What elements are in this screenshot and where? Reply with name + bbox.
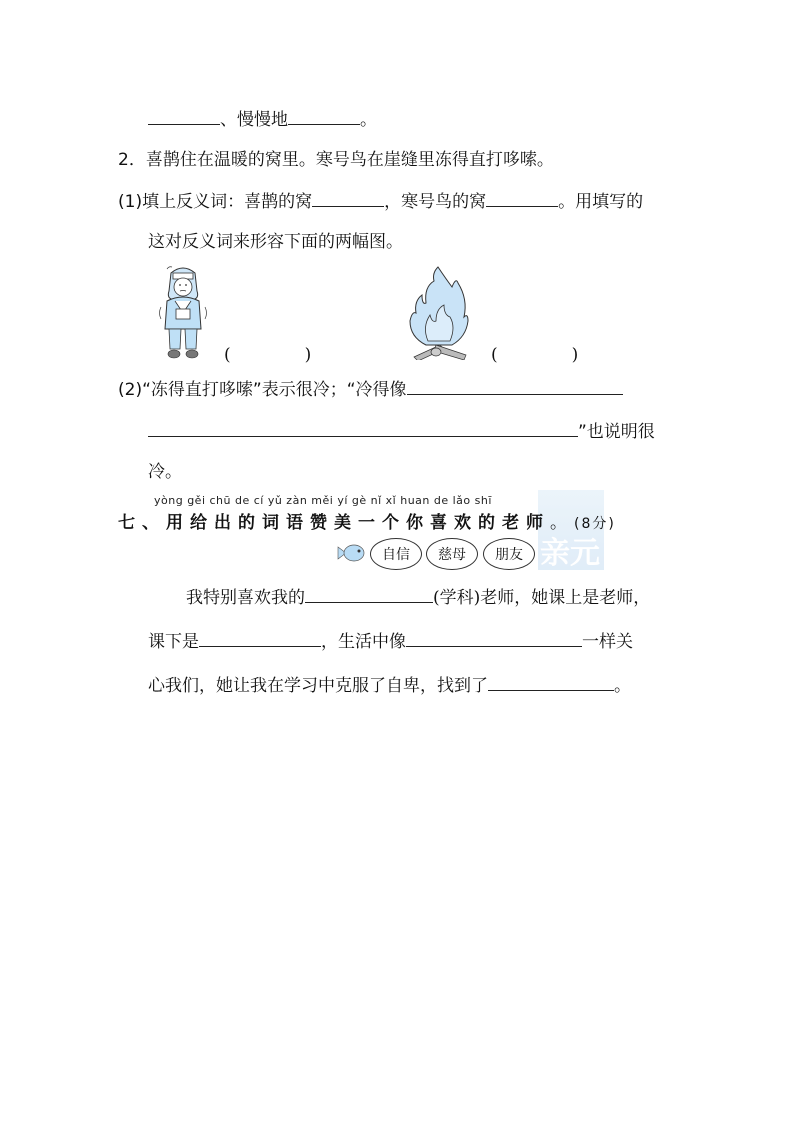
fire-icon (406, 265, 476, 360)
question-2-sub1-line2: 这对反义词来形容下面的两幅图。 (148, 232, 403, 252)
shivering-person-image (155, 263, 211, 361)
question-title: 用给出的词语赞美一个你喜欢的老师 (166, 513, 550, 533)
word-bank-item-loving-mother: 慈母 (426, 538, 478, 570)
campfire-image (406, 265, 476, 360)
score-label: (8分) (574, 516, 616, 532)
answer-paren-warm[interactable]: ( ) (491, 345, 579, 365)
fish-icon (336, 541, 366, 565)
question-2-stem (118, 150, 554, 170)
separator: 、 (220, 110, 237, 130)
answer-blank[interactable] (148, 108, 220, 125)
question-number: 七、 (118, 513, 166, 533)
question-number: 2． (118, 150, 146, 170)
question-7-heading: 七、用给出的词语赞美一个你喜欢的老师。(8分) (118, 513, 616, 533)
question-2-sub2: (2)“冻得直打哆嗦”表示很冷；“冷得像 (118, 378, 623, 400)
top-line: 、慢慢地 。 (148, 108, 377, 130)
answer-paren-cold[interactable]: ( ) (224, 345, 312, 365)
answer-blank-like[interactable] (406, 630, 582, 647)
answer-blank-bird-nest[interactable] (486, 190, 558, 207)
question-text: 喜鹊住在温暖的窝里。寒号鸟在崖缝里冻得直打哆嗦。 (145, 150, 554, 170)
answer-blank-simile-1[interactable] (407, 378, 623, 395)
answer-blank-magpie-nest[interactable] (312, 190, 384, 207)
answer-blank-found[interactable] (488, 674, 614, 691)
question-2-sub2-line2: ”也说明很 (148, 420, 655, 442)
paragraph-line-2: 课下是 ，生活中像 一样关 (148, 632, 633, 652)
question-2-sub2-line3: 冷。 (148, 462, 182, 482)
word-bank-fish-icon (336, 541, 366, 569)
paragraph-line-3: 心我们，她让我在学习中克服了自卑，找到了 。 (148, 676, 631, 696)
answer-blank[interactable] (288, 108, 360, 125)
question-7-pinyin: yòng gěi chū de cí yǔ zàn měi yí gè nǐ xǐ huan de lǎo shī (154, 494, 492, 507)
question-2-sub1: (1)填上反义词：喜鹊的窝 ，寒号鸟的窝 。用填写的 (118, 192, 644, 212)
watermark: 亲元 (538, 490, 604, 570)
shivering-person-icon (155, 263, 211, 361)
answer-blank-subject[interactable] (305, 586, 433, 603)
word-bank-item-confident: 自信 (370, 538, 422, 570)
answer-blank-after-class[interactable] (199, 630, 321, 647)
paragraph-line-1: 我特别喜欢我的 (学科)老师，她课上是老师， (186, 588, 651, 608)
answer-blank-simile-2[interactable] (148, 420, 578, 437)
word-bank-item-friend: 朋友 (483, 538, 535, 570)
phrase-slowly: 慢慢地 (237, 110, 288, 130)
